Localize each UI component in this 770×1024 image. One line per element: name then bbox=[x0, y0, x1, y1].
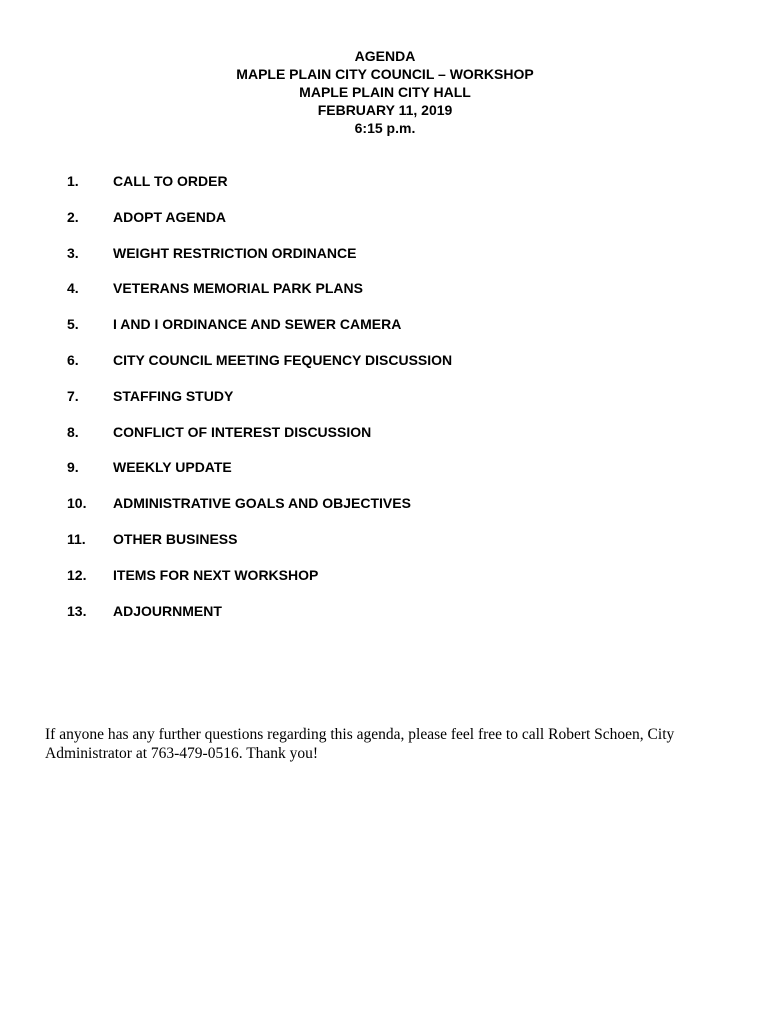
agenda-item-number: 9. bbox=[67, 459, 79, 476]
agenda-item-title: CALL TO ORDER bbox=[113, 173, 228, 189]
agenda-header bbox=[0, 47, 770, 137]
agenda-item-number: 10. bbox=[67, 495, 87, 512]
agenda-item-number: 5. bbox=[67, 316, 79, 333]
agenda-item-title: ITEMS FOR NEXT WORKSHOP bbox=[113, 566, 319, 583]
agenda-item bbox=[67, 423, 707, 459]
agenda-item bbox=[67, 315, 707, 351]
contact-note-line: If anyone has any further questions regarding this agenda, please feel free to call Robert Schoen, City bbox=[45, 726, 675, 743]
agenda-item bbox=[67, 351, 707, 387]
meeting-name: MAPLE PLAIN CITY COUNCIL – WORKSHOP bbox=[236, 66, 534, 82]
agenda-item bbox=[67, 494, 707, 530]
agenda-item-number: 2. bbox=[67, 208, 79, 225]
agenda-item-number: 13. bbox=[67, 602, 87, 619]
agenda-item-title: STAFFING STUDY bbox=[113, 387, 234, 404]
agenda-item bbox=[67, 172, 707, 208]
agenda-item bbox=[67, 279, 707, 315]
agenda-heading: AGENDA bbox=[354, 48, 416, 64]
meeting-date: FEBRUARY 11, 2019 bbox=[317, 102, 453, 118]
agenda-item bbox=[67, 387, 707, 423]
agenda-item-number: 4. bbox=[67, 280, 79, 297]
agenda-item bbox=[67, 458, 707, 494]
agenda-item-title: CONFLICT OF INTEREST DISCUSSION bbox=[113, 423, 372, 440]
agenda-list bbox=[67, 172, 707, 637]
agenda-item-title: ADMINISTRATIVE GOALS AND OBJECTIVES bbox=[113, 495, 411, 512]
agenda-item-title: WEEKLY UPDATE bbox=[113, 459, 232, 476]
agenda-item-number: 3. bbox=[67, 244, 79, 261]
agenda-item-number: 7. bbox=[67, 387, 79, 404]
contact-note bbox=[45, 725, 725, 763]
agenda-item-number: 1. bbox=[67, 173, 79, 189]
agenda-item-title: VETERANS MEMORIAL PARK PLANS bbox=[113, 280, 363, 297]
agenda-item-number: 12. bbox=[67, 566, 87, 583]
agenda-item-title: WEIGHT RESTRICTION ORDINANCE bbox=[113, 244, 357, 261]
agenda-item-number: 11. bbox=[67, 530, 86, 547]
agenda-item-title: ADJOURNMENT bbox=[113, 602, 222, 619]
agenda-item-title: ADOPT AGENDA bbox=[113, 208, 227, 225]
agenda-item bbox=[67, 566, 707, 602]
meeting-location: MAPLE PLAIN CITY HALL bbox=[299, 84, 471, 100]
meeting-time: 6:15 p.m. bbox=[354, 120, 416, 136]
agenda-item-title: I AND I ORDINANCE AND SEWER CAMERA bbox=[113, 316, 402, 333]
agenda-item bbox=[67, 208, 707, 244]
agenda-item-number: 6. bbox=[67, 351, 79, 368]
agenda-item-number: 8. bbox=[67, 423, 79, 440]
agenda-item bbox=[67, 530, 707, 566]
contact-note-line: Administrator at 763-479-0516. Thank you! bbox=[45, 745, 319, 762]
agenda-item bbox=[67, 602, 707, 638]
agenda-item-title: CITY COUNCIL MEETING FEQUENCY DISCUSSION bbox=[113, 351, 453, 368]
agenda-item-title: OTHER BUSINESS bbox=[113, 530, 238, 547]
agenda-item bbox=[67, 244, 707, 280]
